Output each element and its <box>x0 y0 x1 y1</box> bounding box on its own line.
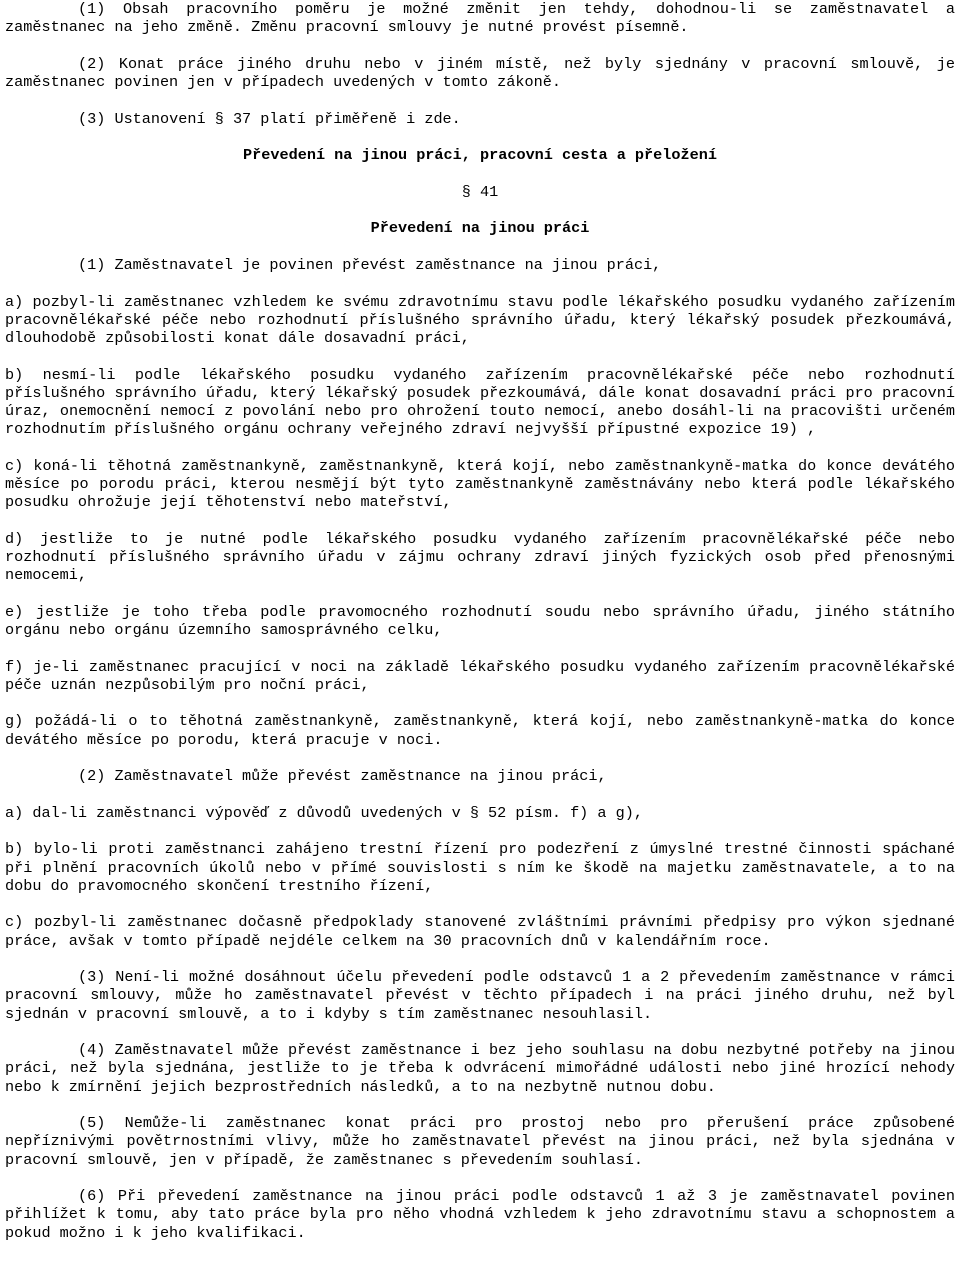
subsection-2-item-c: c) pozbyl-li zaměstnanec dočasně předpoklady stanovené zvláštními právními předpisy pro výkon sjednané práce, avšak v tomto případě nejdéle celkem na 30 pracovních dnů v kalendářním roce. <box>5 913 955 950</box>
subsection-1-item-f: f) je-li zaměstnanec pracující v noci na základě lékařského posudku vydaného zařízením pracovnělékařské péče uznán nezpůsobilým pro noční práci, <box>5 657 955 694</box>
section-number: § 41 <box>461 182 499 201</box>
subsection-1-intro: (1) Zaměstnavatel je povinen převést zaměstnance na jinou práci, <box>78 255 662 274</box>
subsection-3: (3) Není-li možné dosáhnout účelu převedení podle odstavců 1 a 2 převedením zaměstnance v rámci pracovní smlouvy, může ho zaměstnavatel převést v těchto případech i na práci jiného druhu, než byl sjednán v pracovní smlouvě, a to i kdyby s tím zaměstnanec nesouhlasil. <box>5 968 955 1023</box>
subsection-1-item-b: b) nesmí-li podle lékařského posudku vydaného zařízením pracovnělékařské péče nebo rozhodnutí příslušného správního úřadu, který lékařský posudek přezkoumává, dále konat dosavadní práci pro pracovní úraz, onemocnění nemocí z povolání nebo pro ohrožení touto nemocí, anebo dosáhl-li na pracovišti určeném rozhodnutím příslušného orgánu ochrany veřejného zdraví nejvyšší přípustné expozice 19) , <box>5 365 955 439</box>
subsection-6: (6) Při převedení zaměstnance na jinou práci podle odstavců 1 až 3 je zaměstnavatel povinen přihlížet k tomu, aby tato práce byla pro něho vhodná vzhledem k jeho zdravotnímu stavu a schopnostem a pokud možno i k jeho kvalifikaci. <box>5 1187 955 1242</box>
section-title: Převedení na jinou práci, pracovní cesta a přeložení <box>243 146 717 165</box>
subsection-5: (5) Nemůže-li zaměstnanec konat práci pro prostoj nebo pro přerušení práce způsobené nepříznivými povětrnostními vlivy, může ho zaměstnavatel převést na jinou práci, než byla sjednána v pracovní smlouvě, jen v případě, že zaměstnanec s převedením souhlasí. <box>5 1114 955 1169</box>
subsection-1-item-d: d) jestliže to je nutné podle lékařského posudku vydaného zařízením pracovnělékařské péče nebo rozhodnutí příslušného správního úřadu v zájmu ochrany zdraví jiných fyzických osob před přenosnými nemocemi, <box>5 529 955 585</box>
section-subtitle: Převedení na jinou práci <box>370 219 590 238</box>
subsection-2-item-b: b) bylo-li proti zaměstnanci zahájeno trestní řízení pro podezření z úmyslné trestné činnosti spáchané při plnění pracovních úkolů nebo v přímé souvislosti s ním ke škodě na majetku zaměstnavatele, a to na dobu do pravomocného skončení trestního řízení, <box>5 840 955 895</box>
subsection-1-item-g: g) požádá-li o to těhotná zaměstnankyně, zaměstnankyně, která kojí, nebo zaměstnankyně-matka do konce devátého měsíce po porodu, která pracuje v noci. <box>5 712 955 749</box>
document-page <box>5 0 955 1260</box>
subsection-1-item-e: e) jestliže je toho třeba podle pravomocného rozhodnutí soudu nebo správního úřadu, jiného státního orgánu nebo orgánu územního samosprávného celku, <box>5 602 955 639</box>
subsection-2-intro: (2) Zaměstnavatel může převést zaměstnance na jinou práci, <box>78 767 607 786</box>
subsection-1-item-c: c) koná-li těhotná zaměstnankyně, zaměstnankyně, která kojí, nebo zaměstnankyně-matka do konce devátého měsíce po porodu práci, kterou nesmějí být tyto zaměstnankyně zaměstnávány nebo která podle lékařského posudku ohrožuje její těhotenství nebo mateřství, <box>5 456 955 512</box>
paragraph-obsah-pomeru: (1) Obsah pracovního poměru je možné změnit jen tehdy, dohodnou-li se zaměstnavatel a zaměstnanec na jeho změně. Změnu pracovní smlouvy je nutné provést písemně. <box>5 0 955 37</box>
subsection-2-item-a: a) dal-li zaměstnanci výpověď z důvodů uvedených v § 52 písm. f) a g), <box>5 803 643 822</box>
subsection-1-item-a: a) pozbyl-li zaměstnanec vzhledem ke svému zdravotnímu stavu podle lékařského posudku vydaného zařízením pracovnělékařské péče nebo rozhodnutí příslušného správního úřadu, který lékařský posudek přezkoumává, dlouhodobě způsobilosti konat dále dosavadní práci, <box>5 292 955 347</box>
paragraph-ustanoveni: (3) Ustanovení § 37 platí přiměřeně i zde. <box>78 109 461 128</box>
subsection-4: (4) Zaměstnavatel může převést zaměstnance i bez jeho souhlasu na dobu nezbytné potřeby na jinou práci, než byla sjednána, jestliže to je třeba k odvrácení mimořádné události nebo jiné hrozící nehody nebo k zmírnění jejich bezprostředních následků, a to na nezbytně nutnou dobu. <box>5 1041 955 1096</box>
paragraph-konat-prace: (2) Konat práce jiného druhu nebo v jiném místě, než byly sjednány v pracovní smlouvě, je zaměstnanec povinen jen v případech uvedených v tomto zákoně. <box>5 54 955 91</box>
